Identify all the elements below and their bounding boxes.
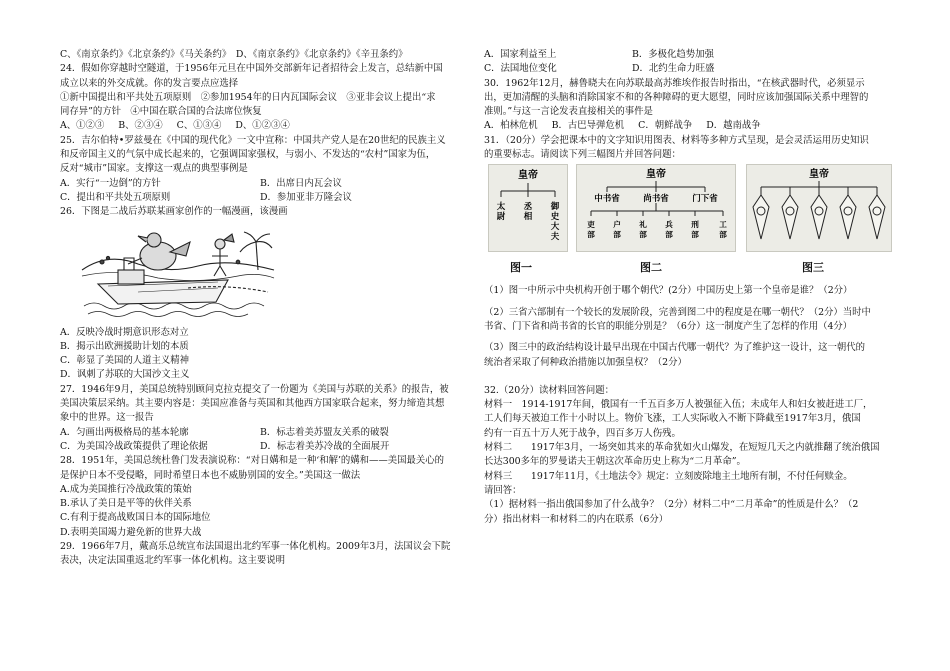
question-24: 24．假如你穿越时空隧道，于1956年元旦在中国外交部新年记者招待会上发言，总结新中国 成立以来的外交成就。你的发言要点应选择 ①新中国提出和平共处五项原则 ②参加1954年的日内瓦国际会议 ③亚非会议上提出“求 同存异”的方针 ④中国在联合国的合法席位恢复 A、①②③ B、②③④ C、①③④ D、①②③④ xyxy=(60,62,460,133)
fig2-menxia: 门下省 xyxy=(692,194,718,205)
fig1-col-2: 丞相 xyxy=(523,202,533,223)
q32-heading: 32.（20分）读材料回答问题： xyxy=(484,384,614,396)
figure-3-diagram xyxy=(746,164,892,252)
fig2-bingbu: 兵部 xyxy=(665,220,673,240)
q29-option-d[interactable]: D．北约生命力旺盛 xyxy=(632,63,715,75)
right-column xyxy=(484,48,894,527)
q26-option-a[interactable]: A．反映冷战时期意识形态对立 xyxy=(60,326,189,338)
q26-option-d[interactable]: D．讽刺了苏联的大国沙文主义 xyxy=(60,369,190,381)
q29-option-b[interactable]: B．多极化趋势加强 xyxy=(632,49,714,60)
q24-option-b[interactable]: B、②③④ xyxy=(118,120,163,132)
q24-option-c[interactable]: C、①③④ xyxy=(176,120,222,132)
question-28: 28．1951年，美国总统杜鲁门发表演说称：“对日媾和是一种‘和解’的媾和——美国最关心的 是保护日本不受侵略，同时希望日本也不威胁别国的安全。”美国这一做法 A.成为美国推行冷战政策的策始 B.承认了美日是平等的伙伴关系 C.有利于提高战败国日本的国际地位 D.表明美国竭力避免新的世界大战 xyxy=(60,454,460,540)
question-31: 31．（20分）学会把课本中的文字知识用图表、材料等多种方式呈现，是会灵活运用历史知识 的重要标志。请阅读下列三幅图片并回答问题： 皇帝 太尉 丞相 御史大夫 皇帝 中书省 尚书省 门下省 吏部 户部 礼部 兵部 刑部 工部 皇帝 图一 图二 图三 （1）图一中所示中央机构开创于哪个朝代？(2分）中国历史上第一个皇帝是谁？（2分） （2）三省六部制有一个较长的发展阶段，完善到图二中的程度是在哪一朝代？（2分）当时中 书省、门下省和尚书省的长官的职能分别是？（6分）这一制度产生了怎样的作用（4分） （3）图三中的政治结构设计最早出现在中国古代哪一朝代？为了维护这一设计，这一朝代的 统治者采取了何种政治措施以加强皇权？（2分） xyxy=(484,134,894,370)
question-25: 25．吉尔伯特•罗兹曼在《中国的现代化》一文中宣称：中国共产党人是在20世纪的民族主义 和反帝国主义的气氛中成长起来的，它强调国家强权，与弱小、不发达的“农村”国家为伍， 反对“城市”国家。支撑这一观点的典型事例是 A．实行“一边倒”的方针 B．出席日内瓦会议 C．提出和平共处五项原则 D．参加亚非万隆会议 xyxy=(60,134,460,205)
figure-3-caption: 图三 xyxy=(802,261,824,275)
q23-option-cd: C、《南京条约》《北京条约》《马关条约》 D、《南京条约》《北京条约》《辛丑条约》 xyxy=(60,49,408,60)
fig2-libu-rites: 礼部 xyxy=(639,220,647,240)
q28-option-c[interactable]: C.有利于提高战败国日本的国际地位 xyxy=(60,512,211,524)
q25-option-a[interactable]: A．实行“一边倒”的方针 xyxy=(60,177,161,189)
q28-option-b[interactable]: B.承认了美日是平等的伙伴关系 xyxy=(60,498,192,510)
question-26: 26．下图是二战后苏联某画家创作的一幅漫画，该漫画 A．反映冷战时期意识形态对立 B．揭示出欧洲援助计划的本质 C．彰显了美国的人道主义精神 D．讽刺了苏联的大国沙文主义 xyxy=(60,205,460,382)
figure-2-caption: 图二 xyxy=(640,261,662,275)
q27-option-b[interactable]: B．标志着美苏盟友关系的破裂 xyxy=(260,426,389,438)
cartoon-illustration xyxy=(78,222,278,322)
q30-option-c[interactable]: C．朝鲜战争 xyxy=(638,120,693,132)
q31-part-2-line-2: 书省、门下省和尚书省的长官的职能分别是？（6分）这一制度产生了怎样的作用（4分） xyxy=(484,320,853,332)
q29-option-c[interactable]: C．法国地位变化 xyxy=(484,63,557,75)
q30-option-b[interactable]: B．古巴导弹危机 xyxy=(551,120,625,132)
question-27: 27．1946年9月，美国总统特别顾问克拉克提交了一份题为《美国与苏联的关系》的报告，被 美国决策层采纳。其主要内容是：美国应准备与英国和其他西方国家联合起来，努力缔造其想 象中的世界。这一报告 A．匀画出两极格局的基本轮廓 B．标志着美苏盟友关系的破裂 C．为美国冷战政策提供了理论依据 D．标志着美苏冷战的全面展开 xyxy=(60,383,460,454)
left-column xyxy=(60,48,460,569)
fig2-gongbu: 工部 xyxy=(719,220,727,240)
q27-option-d[interactable]: D．标志着美苏冷战的全面展开 xyxy=(260,440,390,452)
fig2-shangshu: 尚书省 xyxy=(643,194,669,205)
figure-2-diagram xyxy=(576,164,736,252)
q24-option-a[interactable]: A、①②③ xyxy=(60,120,105,132)
figure-group xyxy=(484,164,894,284)
question-29: 29．1966年7月，戴高乐总统宣布法国退出北约军事一体化机构。2009年3月，法国议会下院 表决，决定法国重返北约军事一体化机构。这主要说明 xyxy=(60,541,451,567)
q26-option-b[interactable]: B．揭示出欧洲援助计划的本质 xyxy=(60,340,189,352)
q24-option-d[interactable]: D、①②③④ xyxy=(235,120,290,132)
question-30: 30．1962年12月，赫鲁晓夫在向苏联最高苏维埃作报告时指出，“在核武器时代，必须显示 出，更加清醒的头脑和消除国家不和的各种障碍的更大愿望，同时应该加强国际关系中理智的 准则。”与这一言论发表直接相关的事件是 A．柏林危机 B．古巴导弹危机 C．朝鲜战争 D．越南战争 xyxy=(484,77,894,134)
fig2-emperor: 皇帝 xyxy=(646,169,666,181)
fig2-xingbu: 刑部 xyxy=(691,220,699,240)
q31-part-2-line-1: （2）三省六部制有一个较长的发展阶段，完善到图二中的程度是在哪一朝代？（2分）当时中 xyxy=(484,306,871,318)
q31-part-3-line-1: （3）图三中的政治结构设计最早出现在中国古代哪一朝代？为了维护这一设计，这一朝代的 xyxy=(484,342,865,354)
fig1-col-1: 太尉 xyxy=(496,202,506,223)
q24-options xyxy=(60,119,460,133)
q29-options-cd xyxy=(484,62,894,76)
fig1-col-3: 御史大夫 xyxy=(550,202,560,243)
fig2-zhongshu: 中书省 xyxy=(594,194,620,205)
q27-option-c[interactable]: C．为美国冷战政策提供了理论依据 xyxy=(60,440,208,452)
fig2-libu: 吏部 xyxy=(587,220,595,240)
fig3-emperor: 皇帝 xyxy=(809,169,829,181)
q26-option-c[interactable]: C．彰显了美国的人道主义精神 xyxy=(60,355,190,367)
q30-option-d[interactable]: D．越南战争 xyxy=(706,120,761,132)
q31-part-1: （1）图一中所示中央机构开创于哪个朝代？(2分）中国历史上第一个皇帝是谁？（2分） xyxy=(484,285,853,297)
q25-option-b[interactable]: B．出席日内瓦会议 xyxy=(260,177,342,189)
q28-option-d[interactable]: D.表明美国竭力避免新的世界大战 xyxy=(60,526,202,538)
figure-1-caption: 图一 xyxy=(510,261,532,275)
question-32: 32.（20分）读材料回答问题： 材料一 1914-1917年间，俄国有一千五百多万人被强征入伍；未成年人和妇女被赶进工厂， 工人们每天被迫工作十小时以上。物价飞涨，工人实际收入不断下降截至1917年3月，俄国 约有一百五十万人死于战争，四百多万人伤残。 材料二 1917年3月，一场突如其来的革命犹如火山爆发，在短短几天之内就推翻了统治俄国 长达300多年的罗曼诺夫王朝这次革命历史上称为“二月革命”。 材料三 1917年11月，《土地法令》规定：立刻废除地主土地所有制，不付任何赎金。 请回答： （1）据材料一指出俄国参加了什么战争？（2分）材料二中“二月革命”的性质是什么？（2 分）指出材料一和材料二的内在联系（6分） xyxy=(484,384,894,527)
q29-option-a[interactable]: A．国家利益至上 xyxy=(484,49,557,60)
q30-option-a[interactable]: A．柏林危机 xyxy=(484,120,538,132)
figure-1-diagram xyxy=(488,164,568,252)
fig1-emperor: 皇帝 xyxy=(518,170,538,182)
q27-option-a[interactable]: A．匀画出两极格局的基本轮廓 xyxy=(60,426,189,438)
q28-option-a[interactable]: A.成为美国推行冷战政策的策始 xyxy=(60,483,192,495)
q25-option-d[interactable]: D．参加亚非万隆会议 xyxy=(260,191,352,203)
q29-options-ab xyxy=(484,48,894,62)
q31-part-3-line-2: 统治者采取了何种政治措施以加强皇权？（2分） xyxy=(484,356,687,368)
fig2-hubu: 户部 xyxy=(613,220,621,240)
q25-option-c[interactable]: C．提出和平共处五项原则 xyxy=(60,191,171,203)
